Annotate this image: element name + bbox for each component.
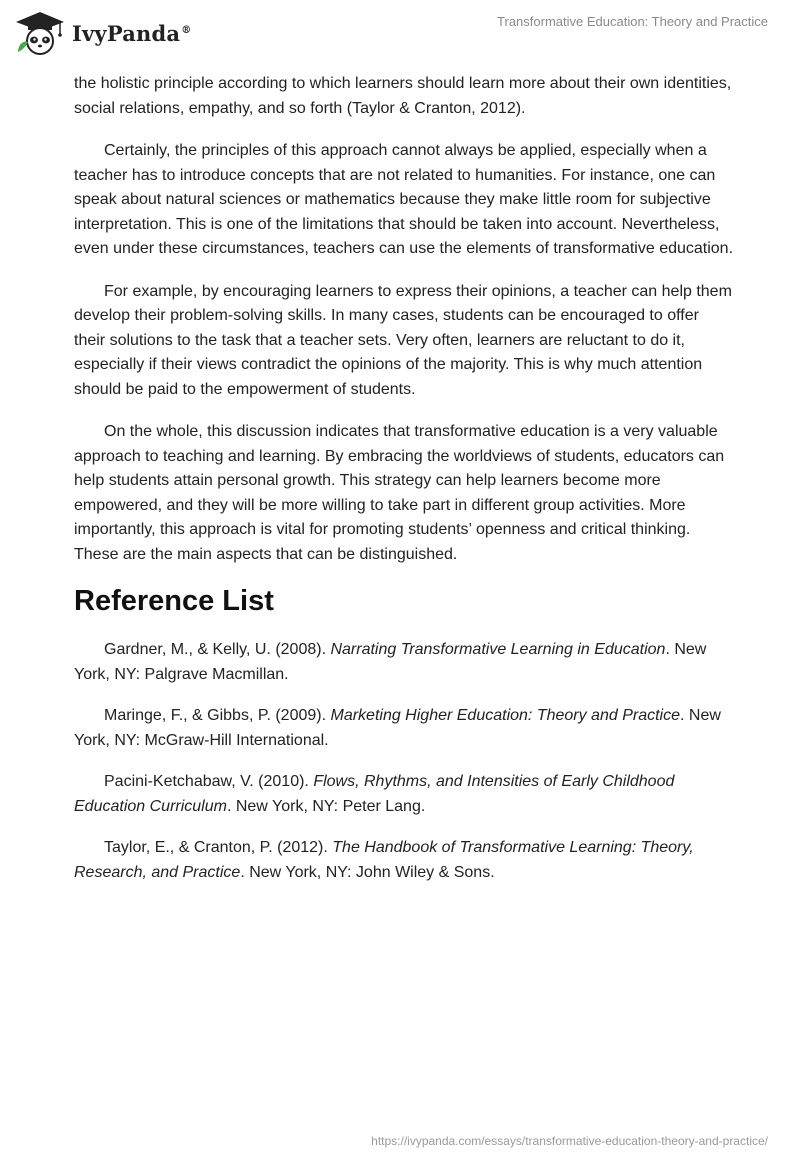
document-title: Transformative Education: Theory and Practice [497,14,768,29]
logo[interactable] [14,10,191,56]
reference-item: Pacini-Ketchabaw, V. (2010). Flows, Rhythms, and Intensities of Early Childhood Education Curriculum. New York, NY: Peter Lang. [74,773,675,815]
paragraph: On the whole, this discussion indicates that transformative education is a very valuable approach to teaching and learning. By embracing the worldviews of students, educators can help students attain personal growth. This strategy can help learners become more empowered, and they will be more willing to take part in different group activities. More importantly, this approach is vital for promoting students’ openness and critical thinking. These are the main aspects that can be distinguished. [74,423,725,563]
source-url-link[interactable]: https://ivypanda.com/essays/transformative-education-theory-and-practice/ [371,1134,768,1148]
reference-item: Taylor, E., & Cranton, P. (2012). The Handbook of Transformative Learning: Theory, Research, and Practice. New York, NY: John Wiley & Sons. [74,839,694,881]
paragraph: For example, by encouraging learners to express their opinions, a teacher can help them develop their problem-solving skills. In many cases, students can be encouraged to offer their solutions to the task that a teacher sets. Very often, learners are reluctant to do it, especially if their views contradict the opinions of the majority. This is why much attention should be paid to the empowerment of students. [74,282,732,398]
paragraph: the holistic principle according to which learners should learn more about their own identities, social relations, empathy, and so forth (Taylor & Cranton, 2012). [74,75,732,117]
reference-item: Maringe, F., & Gibbs, P. (2009). Marketing Higher Education: Theory and Practice. New York, NY: McGraw-Hill International. [74,707,721,749]
brand-name: IvyPanda® [72,20,192,46]
reference-item: Gardner, M., & Kelly, U. (2008). Narrating Transformative Learning in Education. New York, NY: Palgrave Macmillan. [74,641,707,683]
panda-logo-icon [14,10,66,56]
page-header [0,0,800,70]
essay-content [74,72,734,902]
reference-list-heading: Reference List [74,585,274,617]
paragraph: Certainly, the principles of this approach cannot always be applied, especially when a teacher has to introduce concepts that are not related to humanities. For instance, one can speak about natural sciences or mathematics because they make little room for subjective interpretation. This is one of the limitations that should be taken into account. Nevertheless, even under these circumstances, teachers can use the elements of transformative education. [74,142,734,257]
